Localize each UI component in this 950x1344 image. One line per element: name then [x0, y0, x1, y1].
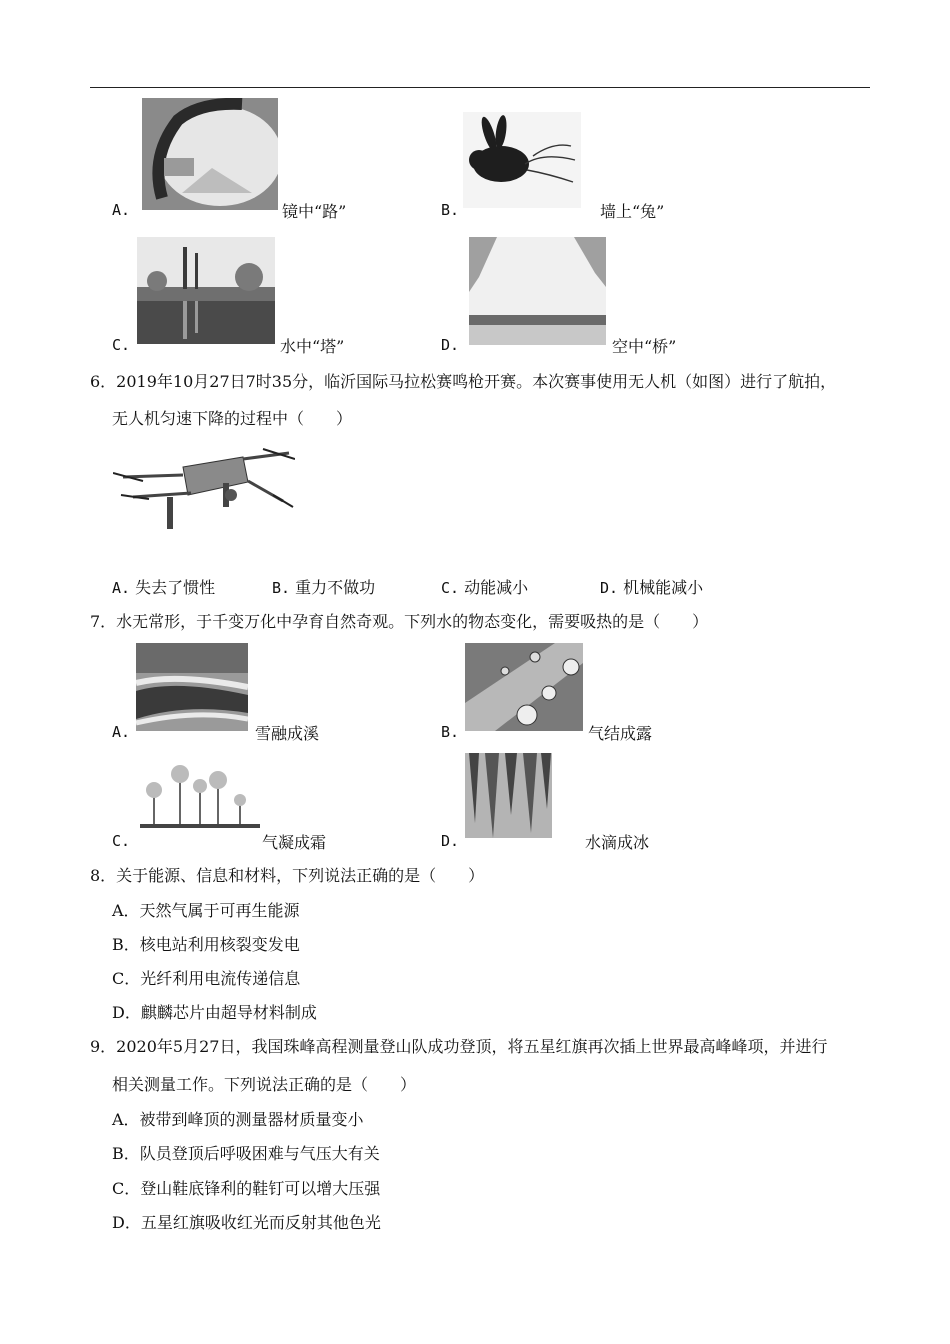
q6-option-d	[600, 575, 703, 598]
q9-stem-line1: 9．2020年5月27日，我国珠峰高程测量登山队成功登顶，将五星红旗再次插上世界最高峰峰项，并进行	[90, 1037, 828, 1056]
q7-option-b-letter: B.	[441, 723, 460, 741]
frost-trees-image	[140, 760, 260, 832]
q6-option-c-letter: C.	[441, 579, 460, 597]
q8-option-a: A．天然气属于可再生能源	[112, 901, 300, 920]
wall-rabbit-shadow-image	[463, 112, 581, 208]
mirror-road-image	[142, 98, 278, 210]
q7-option-a-caption: 雪融成溪	[255, 724, 320, 743]
q6-stem-line1: 6．2019年10月27日7时35分，临沂国际马拉松赛鸣枪开赛。本次赛事使用无人机（如图）进行了航拍，	[90, 372, 837, 391]
q8-option-d: D．麒麟芯片由超导材料制成	[112, 1003, 317, 1022]
q8-option-b: B．核电站利用核裂变发电	[112, 935, 300, 954]
q6-option-d-text: 机械能减小	[623, 578, 704, 597]
q7-option-c-letter: C.	[112, 832, 131, 850]
q6-option-a-letter: A.	[112, 579, 131, 597]
q6-option-c	[441, 575, 528, 598]
q6-option-b-letter: B.	[272, 579, 291, 597]
q6-option-d-letter: D.	[600, 579, 619, 597]
snow-melt-stream-image	[136, 643, 248, 731]
q5-option-b-caption: 墙上“兔”	[600, 202, 665, 221]
q7-option-d-letter: D.	[441, 832, 460, 850]
dew-drops-image	[465, 643, 583, 731]
q9-option-a: A．被带到峰顶的测量器材质量变小	[112, 1110, 364, 1129]
q7-stem: 7．水无常形，于千变万化中孕育自然奇观。下列水的物态变化，需要吸热的是（ ）	[90, 612, 709, 631]
q9-option-c: C．登山鞋底锋利的鞋钉可以增大压强	[112, 1179, 381, 1198]
q7-option-a-letter: A.	[112, 723, 131, 741]
q9-option-b: B．队员登顶后呼吸困难与气压大有关	[112, 1144, 380, 1163]
q5-option-c-letter: C.	[112, 336, 131, 354]
q5-option-c-caption: 水中“塔”	[280, 337, 345, 356]
q7-option-d-caption: 水滴成冰	[585, 833, 650, 852]
q5-option-a-caption: 镜中“路”	[282, 202, 347, 221]
drone-image	[113, 437, 295, 537]
q6-option-b-text: 重力不做功	[295, 578, 376, 597]
q6-option-a-text: 失去了惯性	[135, 578, 216, 597]
q5-option-a-letter: A.	[112, 201, 131, 219]
q5-option-d-caption: 空中“桥”	[612, 337, 677, 356]
q6-stem-line2: 无人机匀速下降的过程中（ ）	[112, 409, 353, 428]
q5-option-b-letter: B.	[441, 201, 460, 219]
icicles-image	[465, 753, 552, 838]
q6-option-b	[272, 575, 375, 598]
q5-option-d-letter: D.	[441, 336, 460, 354]
water-tower-reflection-image	[137, 237, 275, 344]
q9-stem-line2: 相关测量工作。下列说法正确的是（ ）	[112, 1075, 417, 1094]
q8-stem: 8．关于能源、信息和材料，下列说法正确的是（ ）	[90, 866, 485, 885]
q7-option-c-caption: 气凝成霜	[262, 833, 327, 852]
q8-option-c: C．光纤利用电流传递信息	[112, 969, 301, 988]
q9-option-d: D．五星红旗吸收红光而反射其他色光	[112, 1213, 381, 1232]
q6-option-a	[112, 575, 215, 598]
q6-option-c-text: 动能减小	[464, 578, 529, 597]
sky-bridge-mirage-image	[469, 237, 606, 345]
header-rule	[90, 87, 870, 88]
q7-option-b-caption: 气结成露	[588, 724, 653, 743]
